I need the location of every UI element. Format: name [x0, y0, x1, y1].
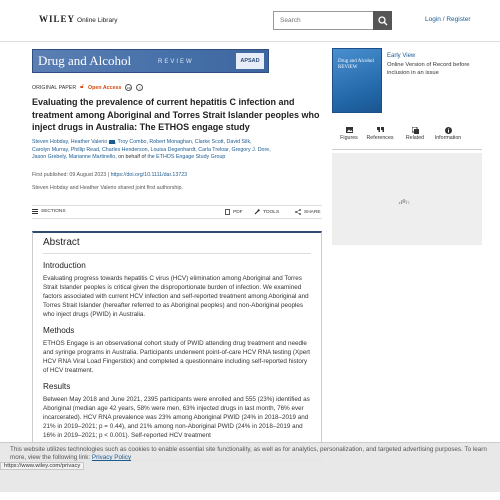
sidebar-tabs	[340, 125, 470, 147]
cookie-text: This website utilizes technologies such as cookies to enable essential site functionality, as well as for analytics, personalization, and targeted advertising purposes. To learn more, view the following link:	[10, 446, 487, 462]
image-icon	[346, 127, 353, 133]
published-date: First published: 09 August 2023	[32, 172, 107, 178]
study-group-link[interactable]: the ETHOS Engage Study Group	[147, 154, 226, 161]
results-text: Between May 2018 and June 2021, 2395 participants were enrolled and 555 (23%) identified as Aboriginal (median age 42 years, 58% were men, 63% injected drugs in last month, 76% ever incarcerated). HCV RNA prevalence was 23% among Aboriginal PWID (24% in 2018–2019 and 21% in 2019–2021; p = 0.44), and 21% among non-Aboriginal PWID (24% in 2018–2019 and 16% in 2019–2021; p < 0.001). Self-reported HCV treatment	[43, 396, 310, 439]
search-button[interactable]	[373, 11, 392, 30]
authors-rest[interactable]: , Troy Combo, Robert Monaghan, Clarke Scott, David Silk,	[114, 139, 252, 145]
methods-text: ETHOS Engage is an observational cohort study of PWID attending drug treatment and needle and syringe programs in Australia. Participants underwent point-of-care HCV RNA testing (Xpert HCV RNA Viral Load Fingerstick) and completed a questionnaire including self-reported history of HCV treatment.	[43, 340, 311, 374]
list-icon	[32, 209, 38, 214]
info-icon	[445, 127, 452, 134]
pdf-button[interactable]	[225, 209, 243, 215]
introduction-heading: Introduction	[43, 261, 86, 270]
tab-related-label: Related	[405, 135, 425, 141]
tab-information[interactable]	[431, 125, 465, 141]
wrench-icon	[254, 209, 260, 215]
pdf-label: PDF	[233, 209, 243, 215]
wiley-logo[interactable]	[39, 14, 117, 24]
tab-references[interactable]	[363, 125, 397, 141]
top-header	[0, 0, 500, 42]
authors-line-2[interactable]: Carolyn Murray, Phillip Read, Charles Henderson, Louisa Degenhardt, Carla Treloar, Gregory J. Dore,	[32, 146, 271, 153]
sidebar-content-panel	[332, 153, 482, 245]
cookie-text-block	[10, 446, 490, 463]
search-icon	[378, 16, 388, 26]
tab-related[interactable]	[398, 125, 432, 141]
login-register-link[interactable]: Login / Register	[425, 16, 471, 23]
tools-button[interactable]	[254, 209, 279, 215]
cover-title: Drug and Alcohol REVIEW	[338, 59, 374, 70]
abstract-heading: Abstract	[43, 237, 311, 254]
early-view-title[interactable]: Early View	[387, 53, 416, 59]
journal-banner[interactable]	[32, 49, 269, 73]
published-info: First published: 09 August 2023 | https://doi.org/10.1111/dar.13723	[32, 172, 188, 178]
cc-license-icon[interactable]: cc	[126, 85, 131, 90]
share-button[interactable]	[295, 209, 321, 215]
results-heading: Results	[43, 382, 71, 391]
quote-icon	[377, 127, 384, 133]
attribution-icon[interactable]: i	[136, 84, 143, 91]
journal-cover[interactable]	[332, 48, 382, 113]
share-label: SHARE	[304, 209, 321, 215]
sections-label: SECTIONS	[41, 209, 66, 214]
tab-figures-label: Figures	[340, 135, 358, 141]
sections-button[interactable]	[32, 209, 66, 214]
tab-figures[interactable]	[332, 125, 366, 141]
authors-line-3[interactable]: Jason Grebely, Marianne Martinello,	[32, 154, 117, 161]
search-box	[273, 11, 392, 30]
author-list	[32, 139, 292, 162]
article-type: ORIGINAL PAPER	[32, 84, 77, 91]
banner-subtitle: REVIEW	[158, 59, 194, 65]
methods-heading: Methods	[43, 326, 75, 335]
tools-label: TOOLS	[263, 209, 280, 215]
banner-badge: APSAD	[236, 53, 264, 69]
related-icon	[412, 127, 419, 134]
doi-link[interactable]: https://doi.org/10.1111/dar.13723	[110, 172, 188, 178]
pdf-icon	[225, 209, 230, 215]
search-input[interactable]	[274, 12, 373, 29]
logo-brand: WILEY	[39, 14, 76, 24]
tab-information-label: Information	[434, 135, 462, 141]
logo-suffix: Online Library	[77, 17, 118, 24]
tab-references-label: References	[366, 135, 394, 141]
open-access-label: Open Access	[88, 84, 122, 91]
article-meta	[32, 84, 143, 91]
banner-title: Drug and Alcohol	[38, 53, 132, 68]
early-view-description: Online Version of Record before inclusion in an issue	[387, 62, 470, 76]
privacy-policy-link[interactable]: Privacy Policy	[91, 454, 132, 462]
article-toolbar	[32, 205, 322, 219]
loading-spinner-icon	[397, 196, 411, 206]
share-icon	[295, 209, 301, 215]
tabs-divider	[332, 149, 482, 150]
status-bar-url: https://www.wiley.com/privacy	[0, 462, 84, 470]
shared-authorship-note: Steven Hobday and Heather Valerio shared joint first authorship.	[32, 185, 183, 191]
abstract-section	[32, 231, 322, 461]
introduction-text: Evaluating progress towards hepatitis C virus (HCV) elimination among Aboriginal and Torres Strait Islander peoples is critical given the disproportionate burden of infection. We examined factors associated with current HCV infection and self-reported treatment among Aboriginal and Torres Strait Islander (hereafter referred to as Aboriginal peoples) and non-Aboriginal peoples who inject drugs (PWID) in Australia.	[43, 275, 309, 318]
open-access-icon: 🔓︎	[80, 84, 85, 90]
authors-first[interactable]: Steven Hobday, Heather Valerio	[32, 139, 108, 145]
article-title: Evaluating the prevalence of current hepatitis C infection and treatment among Aboriginal and Torres Strait Islander peoples who inject drugs in Australia: The ETHOS engage study	[32, 97, 320, 132]
behalf-text: on behalf of	[116, 154, 148, 161]
